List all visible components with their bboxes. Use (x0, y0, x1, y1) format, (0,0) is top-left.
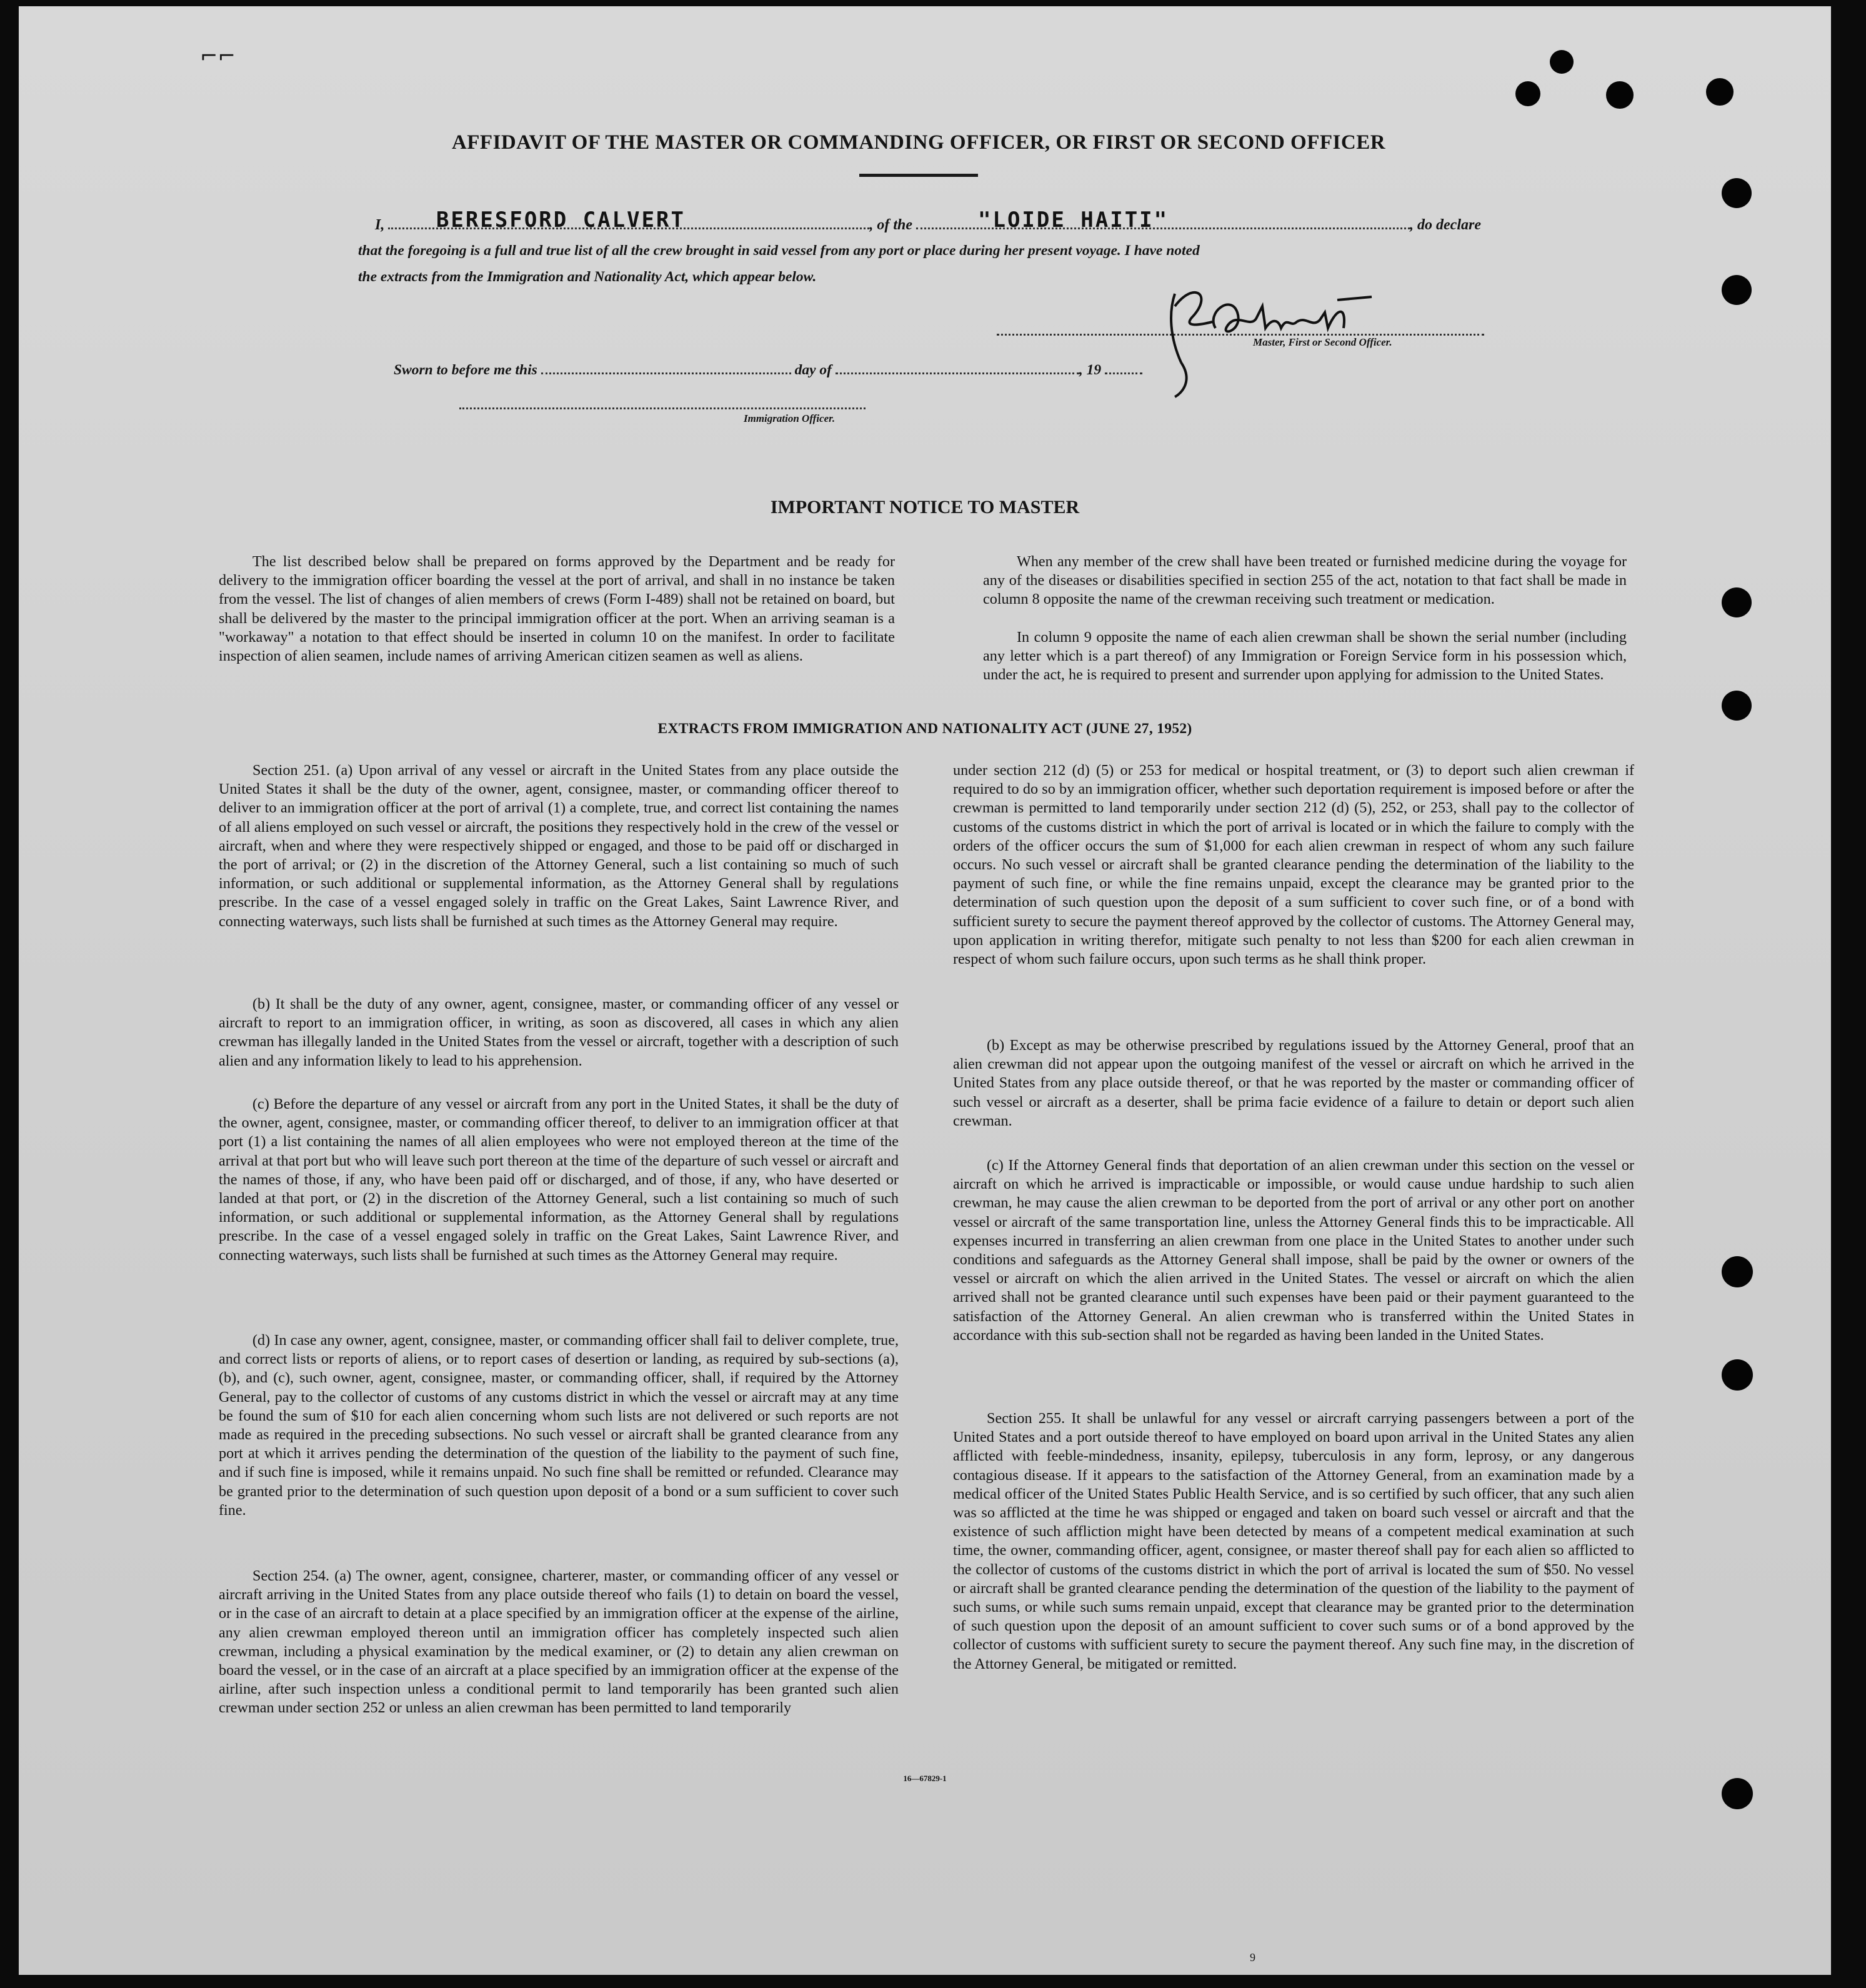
sworn-year-field (1105, 357, 1142, 374)
punch-hole (1722, 1778, 1753, 1809)
sworn-line (394, 357, 1142, 379)
master-signature (1156, 269, 1381, 400)
section-254-a: Section 254. (a) The owner, agent, consignee, charterer, master, or commanding officer of any vessel or aircraft arriving in the United States from any place outside thereof who fails (1) to detain on board the vessel, or in the case of an aircraft to detain at a place specified by an immigration officer at the expense of the airline, any alien crewman employed thereon until an immigration officer has completely inspected such alien crewman, including a physical examination by the medical examiner, or (2) to detain any alien crewman on board the vessel, or in the case of an aircraft at a place specified by an immigration officer at the expense of the airline, after such inspection unless a conditional permit to land temporarily has been granted such alien crewman under section 252 or unless an alien crewman has been permitted to land temporarily (219, 1567, 899, 1717)
punch-hole (1722, 1359, 1753, 1391)
signature-caption: Master, First or Second Officer. (1253, 336, 1392, 348)
notice-right-paragraph-2: In column 9 opposite the name of each alien crewman shall be shown the serial number (including any letter which is a part thereof) of any Immigration or Foreign Service form in his possession which, under the act, he is required to present and surrender upon applying for admission to the United States. (983, 629, 1627, 684)
i-label: I, (375, 217, 385, 233)
section-254-b: (b) Except as may be otherwise prescribed by regulations issued by the Attorney General, proof that an alien crewman did not appear upon the outgoing manifest of the vessel or aircraft on which he arrived in the United States from any place outside thereof, or that he was reported by the master or commanding officer of such vessel or aircraft as a deserter, shall be prima facie evidence of a failure to detain or deport such alien crewman. (953, 1037, 1634, 1129)
section-251-c: (c) Before the departure of any vessel or aircraft from any port in the United States, it shall be the duty of the owner, agent, consignee, master, or commanding officer thereof, to deliver to an immigration officer at that port (1) a list containing the names of all alien employees who were not employed thereon at the time of the arrival at that port but who will leave such port thereon at the time of the departure of such vessel or aircraft and the names of those, if any, who have been paid off or discharged, and of those, if any, who have deserted or landed at that port, or (2) in the discretion of the Attorney General, such a list containing so much of such information, or such additional or supplemental information, as the Attorney General shall by regulations prescribe. In the case of a vessel engaged solely in traffic on the Great Lakes, Saint Lawrence River, and connecting waterways, such lists shall be furnished at such times as the Attorney General may require. (219, 1096, 899, 1264)
corner-mark: ⌐⌐ (200, 44, 236, 69)
sworn-month-field (836, 357, 1079, 374)
sworn-day-field (541, 357, 791, 374)
section-251-d: (d) In case any owner, agent, consignee, master, or commanding officer shall fail to deliver complete, true, and correct lists or reports of aliens, or to report cases of desertion or landing, as required by sub-sections (a), (b), and (c), such owner, agent, consignee, master, or commanding officer, shall, if required by the Attorney General, pay to the collector of customs of any customs district in which the vessel or aircraft may at any time be found the sum of $10 for each alien concerning whom such lists are not delivered or such reports are not made as required in the preceding subsections. No such vessel or aircraft shall be granted clearance from any port at which it arrives pending the determination of the question of the liability to the payment of such fine, and if such fine is imposed, while it remains unpaid. No such fine shall be remitted or refunded. Clearance may be granted prior to the determination of such question upon deposit of a bond or a sum sufficient to cover such fine. (219, 1332, 899, 1519)
punch-hole (1722, 178, 1752, 208)
immigration-officer-line (459, 392, 866, 409)
extracts-title: EXTRACTS FROM IMMIGRATION AND NATIONALITY ACT (JUNE 27, 1952) (657, 721, 1192, 737)
form-code: 16—67829-1 (903, 1774, 947, 1783)
punch-hole (1606, 81, 1634, 109)
vessel-name-value: "LOIDE HAITI" (978, 207, 1169, 232)
affidavit-title: AFFIDAVIT OF THE MASTER OR COMMANDING OFFICER, OR FIRST OR SECOND OFFICER (451, 131, 1386, 154)
punch-hole (1706, 78, 1734, 106)
declaration-line-1: that the foregoing is a full and true list of all the crew brought in said vessel from any port or place during her present voyage. I have noted (358, 242, 1200, 259)
sworn-label: Sworn to before me this (394, 362, 537, 378)
section-254-c: (c) If the Attorney General finds that deportation of an alien crewman under this section on the vessel or aircraft on which he arrived is impracticable or impossible, or would cause undue hardship to such alien crewman, he may cause the alien crewman to be deported from the port of arrival or any other port on another vessel or aircraft of the same transportation line, unless the Attorney General finds this to be impracticable. All expenses incurred in transferring an alien crewman from one place in the United States to another under such conditions and safeguards as the Attorney General shall impose, shall be paid by the owner or owners of the vessel or aircraft on which the alien arrived in the United States. The vessel or aircraft on which the alien arrived shall not be granted clearance until such expenses have been paid or their payment guaranteed to the satisfaction of the Attorney General. An alien crewman who is transferred within the United States in accordance with this sub-section shall not be regarded as having been landed in the United States. (953, 1157, 1634, 1344)
title-divider (859, 174, 978, 177)
page-bottom-mark: 9 (1250, 1951, 1255, 1964)
do-declare-label: , do declare (1410, 217, 1481, 233)
of-the-label: , of the (869, 217, 913, 233)
section-255: Section 255. It shall be unlawful for any vessel or aircraft carrying passengers between a port of the United States and a port outside thereof to have employed on board upon arrival in the United States any alien afflicted with feeble-mindedness, insanity, epilepsy, tuberculosis in any form, leprosy, or any dangerous contagious disease. If it appears to the satisfaction of the Attorney General, from an examination made by a medical officer of the United States Public Health Service, and is so certified by such officer, that any such alien was so afflicted at the time he was shipped or engaged and taken on board such vessel or aircraft and that the existence of such affliction might have been detected by means of a competent medical examination at such time, the owner, commanding officer, agent, consignee, or master thereof shall pay for each alien so afflicted to the collector of customs of the customs district in which the port of arrival is located the sum of $50. No vessel or aircraft shall be granted clearance pending the determination of the question of the liability to the payment of such sums, or while such sums remain unpaid, except that clearance may be granted prior to the determination of such question upon the deposit of an amount sufficient to cover such sums or of a bond approved by the collector of customs with sufficient surety to secure the payment thereof. Any such fine may, in the discretion of the Attorney General, be mitigated or remitted. (953, 1410, 1634, 1672)
punch-hole (1550, 50, 1574, 74)
immigration-officer-caption: Immigration Officer. (744, 412, 836, 424)
notice-left-paragraph: The list described below shall be prepared on forms approved by the Department and be ready for delivery to the immigration officer boarding the vessel at the port of arrival, and shall in no instance be taken from the vessel. The list of changes of alien members of crews (Form I-489) shall not be retained on board, but shall be delivered by the master to the principal immigration officer at the port. When an arriving seaman is a "workaway" a notation to that effect should be inserted in column 10 on the manifest. In order to facilitate inspection of alien seamen, include names of arriving American citizen seamen as well as aliens. (219, 553, 895, 665)
punch-hole (1722, 691, 1752, 721)
declaration-line-2: the extracts from the Immigration and Nationality Act, which appear below. (358, 269, 817, 285)
day-of-label: day of (794, 362, 832, 378)
punch-hole (1515, 81, 1540, 106)
master-name-value: BERESFORD CALVERT (436, 207, 686, 232)
punch-hole (1722, 1256, 1753, 1287)
section-251-b: (b) It shall be the duty of any owner, agent, consignee, master, or commanding officer of any vessel or aircraft to report to an immigration officer, in writing, as soon as discovered, all cases in which any alien crewman has illegally landed in the United States from the vessel or aircraft, together with a description of such alien and any information likely to lead to his apprehension. (219, 996, 899, 1069)
section-254-a-continued: under section 212 (d) (5) or 253 for medical or hospital treatment, or (3) to deport such alien crewman if required to do so by an immigration officer, whether such deportation requirement is imposed before or after the crewman is permitted to land temporarily under section 212 (d) (5), 252, or 253, shall pay to the collector of customs of the customs district in which the port of arrival is located or in which the failure to comply with the orders of the officer occurs the sum of $1,000 for each alien crewman in respect of whom any such failure occurs. No such vessel or aircraft shall be granted clearance pending the determination of the liability to the payment of such fine, or while the fine remains unpaid, except the clearance may be granted prior to the determination of such question upon the deposit of a sum sufficient to cover such fine, or of a bond with sufficient surety to secure the payment thereof approved by the collector of customs. The Attorney General may, upon application in writing therefor, mitigate such penalty to not less than $200 for each alien crewman in respect of whom such failure occurs, upon such terms as he shall think proper. (953, 762, 1634, 968)
notice-title: IMPORTANT NOTICE TO MASTER (770, 497, 1080, 517)
notice-right-paragraph-1: When any member of the crew shall have been treated or furnished medicine during the voyage for any of the diseases or disabilities specified in section 255 of the act, notation to that fact shall be made in column 8 opposite the name of the crewman receiving such treatment or medication. (983, 553, 1627, 608)
punch-hole (1722, 587, 1752, 617)
section-251-a: Section 251. (a) Upon arrival of any vessel or aircraft in the United States from any place outside the United States it shall be the duty of the owner, agent, consignee, master, or commanding officer thereof to deliver to an immigration officer at the port of arrival (1) a complete, true, and correct list containing the names of all aliens employed on such vessel or aircraft, the positions they respectively hold in the crew of the vessel or aircraft, when and where they were respectively shipped or engaged, and those to be paid off or discharged in the port of arrival; or (2) in the discretion of the Attorney General, such a list containing so much of such information, or such additional or supplemental information, as the Attorney General shall by regulations prescribe. In the case of a vessel engaged solely in traffic on the Great Lakes, Saint Lawrence River, and connecting waterways, such lists shall be furnished at such times as the Attorney General may require. (219, 762, 899, 930)
punch-hole (1722, 275, 1752, 305)
document-page (19, 6, 1831, 1975)
year-prefix-label: , 19 (1079, 362, 1102, 378)
